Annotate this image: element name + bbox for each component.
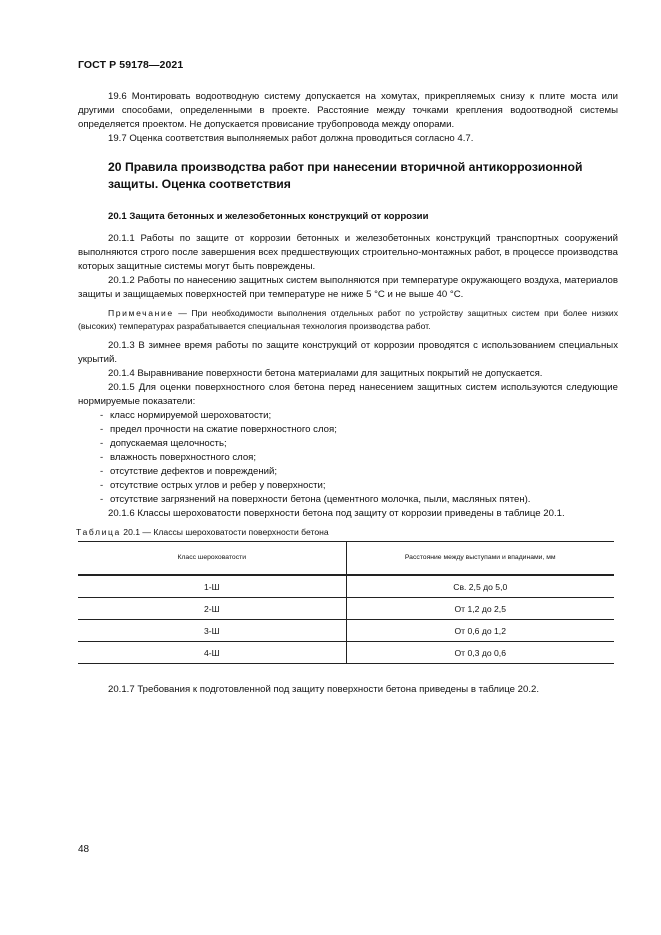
table-cell: От 0,3 до 0,6 [346,642,614,664]
document-code-header: ГОСТ Р 59178—2021 [78,59,184,71]
list-item: - допускаемая щелочность; [100,438,227,449]
paragraph-20-1-6: 20.1.6 Классы шероховатости поверхности бетона под защиту от коррозии приведены в таблице 20.1. [108,508,565,519]
list-marker: - [100,494,104,505]
table-row [78,598,614,620]
paragraph-19-7: 19.7 Оценка соответствия выполняемых работ должна проводиться согласно 4.7. [108,133,474,144]
table-cell: Св. 2,5 до 5,0 [346,575,614,598]
paragraph-20-1-5: 20.1.5 Для оценки поверхностного слоя бетона перед нанесением защитных систем используются следующие нормируемые показатели: [78,382,618,407]
section-title: 20 Правила производства работ при нанесении вторичной антикоррозионной защиты. Оценка соответствия [108,160,583,191]
list-item: - предел прочности на сжатие поверхностного слоя; [100,424,337,435]
table-header-row [78,542,614,576]
list-marker: - [100,480,104,491]
table-caption-label: Таблица [76,527,121,537]
table-cell: 1-Ш [203,581,220,592]
roughness-table [78,541,614,664]
column-header-distance: Расстояние между выступами и впадинами, мм [346,542,614,576]
indicator-list [78,409,618,507]
list-item: - класс нормируемой шероховатости; [100,410,272,421]
table-row [78,575,614,598]
table-cell: 4-Ш [78,642,346,664]
paragraph-20-1-2: 20.1.2 Работы по нанесению защитных систем выполняются при температуре окружающего воздуха, материалов защиты и защищаемых поверхностей при температуре не ниже 5 °С и не выше 40 °С. [78,275,618,300]
paragraph-20-1-7: 20.1.7 Требования к подготовленной под защиту поверхности бетона приведены в таблице 20.2. [108,684,539,695]
note-text: — При необходимости выполнения отдельных работ по устройству защитных систем при более низких (высоких) температурах разрабатывается специальная технология производства работ. [78,308,618,331]
note-label: Примечание [108,308,174,318]
column-header-class: Класс шероховатости [78,542,346,576]
list-marker: - [100,410,104,421]
page-content [78,90,618,697]
table-row [78,620,614,642]
note [78,307,618,332]
page-number: 48 [78,844,90,855]
table-cell: 3-Ш [78,620,346,642]
list-item: - влажность поверхностного слоя; [100,452,257,463]
list-marker: - [100,452,104,463]
paragraph-19-6: 19.6 Монтировать водоотводную систему допускается на хомутах, прикрепляемых снизу к плите моста или другими способами, определенными в проекте. Расстояние между точками крепления водоотводной системы определяется проектом. Не допускается провисание трубопровода между опорами. [78,91,618,130]
list-item: - отсутствие дефектов и повреждений; [100,466,278,477]
paragraph-20-1-1: 20.1.1 Работы по защите от коррозии бетонных и железобетонных конструкций транспортных сооружений выполняются строго после завершения всех предшествующих строительно-монтажных работ, в процессе производства которых защитные системы могут быть повреждены. [78,233,618,272]
list-item: - отсутствие загрязнений на поверхности бетона (цементного молочка, пыли, масляных пятен). [100,494,531,505]
table-row [78,642,614,664]
list-marker: - [100,424,104,435]
list-marker: - [100,438,104,449]
subsection-title: 20.1 Защита бетонных и железобетонных конструкций от коррозии [108,211,429,222]
table-cell: От 1,2 до 2,5 [346,598,614,620]
table-cell: От 0,6 до 1,2 [346,620,614,642]
list-item: - отсутствие острых углов и ребер у поверхности; [100,480,326,491]
list-marker: - [100,466,104,477]
table-caption [76,525,618,539]
table-cell: 2-Ш [78,598,346,620]
paragraph-20-1-4: 20.1.4 Выравнивание поверхности бетона материалами для защитных покрытий не допускается. [108,368,543,379]
paragraph-20-1-3: 20.1.3 В зимнее время работы по защите конструкций от коррозии проводятся с использованием специальных укрытий. [78,340,618,365]
table-caption-text: 20.1 — Классы шероховатости поверхности бетона [120,527,329,537]
